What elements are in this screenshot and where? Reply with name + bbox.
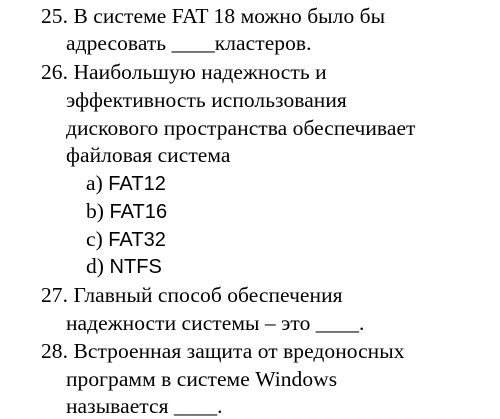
question-26-text-cont: файловая система [66,143,231,167]
option-d-letter: d) [86,254,105,278]
question-26-text-cont: эффективность использования [66,88,347,112]
option-c-value: FAT32 [108,229,166,251]
question-26-number: 26. [41,60,69,84]
question-28-line-3 [66,394,223,418]
question-28-line-2 [66,367,337,391]
question-26-line-1 [41,60,327,84]
question-27-number: 27. [41,283,69,307]
question-26-line-4 [66,143,230,167]
question-26-line-3 [66,116,415,140]
question-28-text: Встроенная защита от вредоносных [73,339,405,363]
question-25-line-2 [66,31,312,55]
question-25-text-cont: адресовать ____кластеров. [66,31,312,55]
question-28-text-cont: программ в системе Windows [66,367,338,391]
option-d-value: NTFS [109,256,162,278]
option-a [86,171,166,196]
question-25-number: 25. [41,4,69,28]
question-25-text: В системе FAT 18 можно было бы [73,4,386,28]
option-a-letter: a) [86,171,103,195]
question-28-line-1 [41,339,405,363]
option-b [86,199,167,224]
option-b-value: FAT16 [109,201,168,223]
question-28-number: 28. [41,339,69,363]
option-b-letter: b) [86,199,105,223]
option-c-letter: c) [86,227,103,251]
question-27-line-1 [41,283,343,307]
option-a-value: FAT12 [108,173,166,195]
option-d [86,254,162,279]
option-c [86,227,166,252]
question-27-text-cont: надежности системы – это ____. [66,311,365,335]
question-26-text-cont: дискового пространства обеспечивает [66,116,416,140]
question-27-line-2 [66,311,364,335]
question-27-text: Главный способ обеспечения [73,283,343,307]
question-25-line-1 [41,4,385,28]
question-28-text-cont: называется ____. [66,394,223,418]
question-26-text: Наибольшую надежность и [73,60,327,84]
question-26-line-2 [66,88,347,112]
